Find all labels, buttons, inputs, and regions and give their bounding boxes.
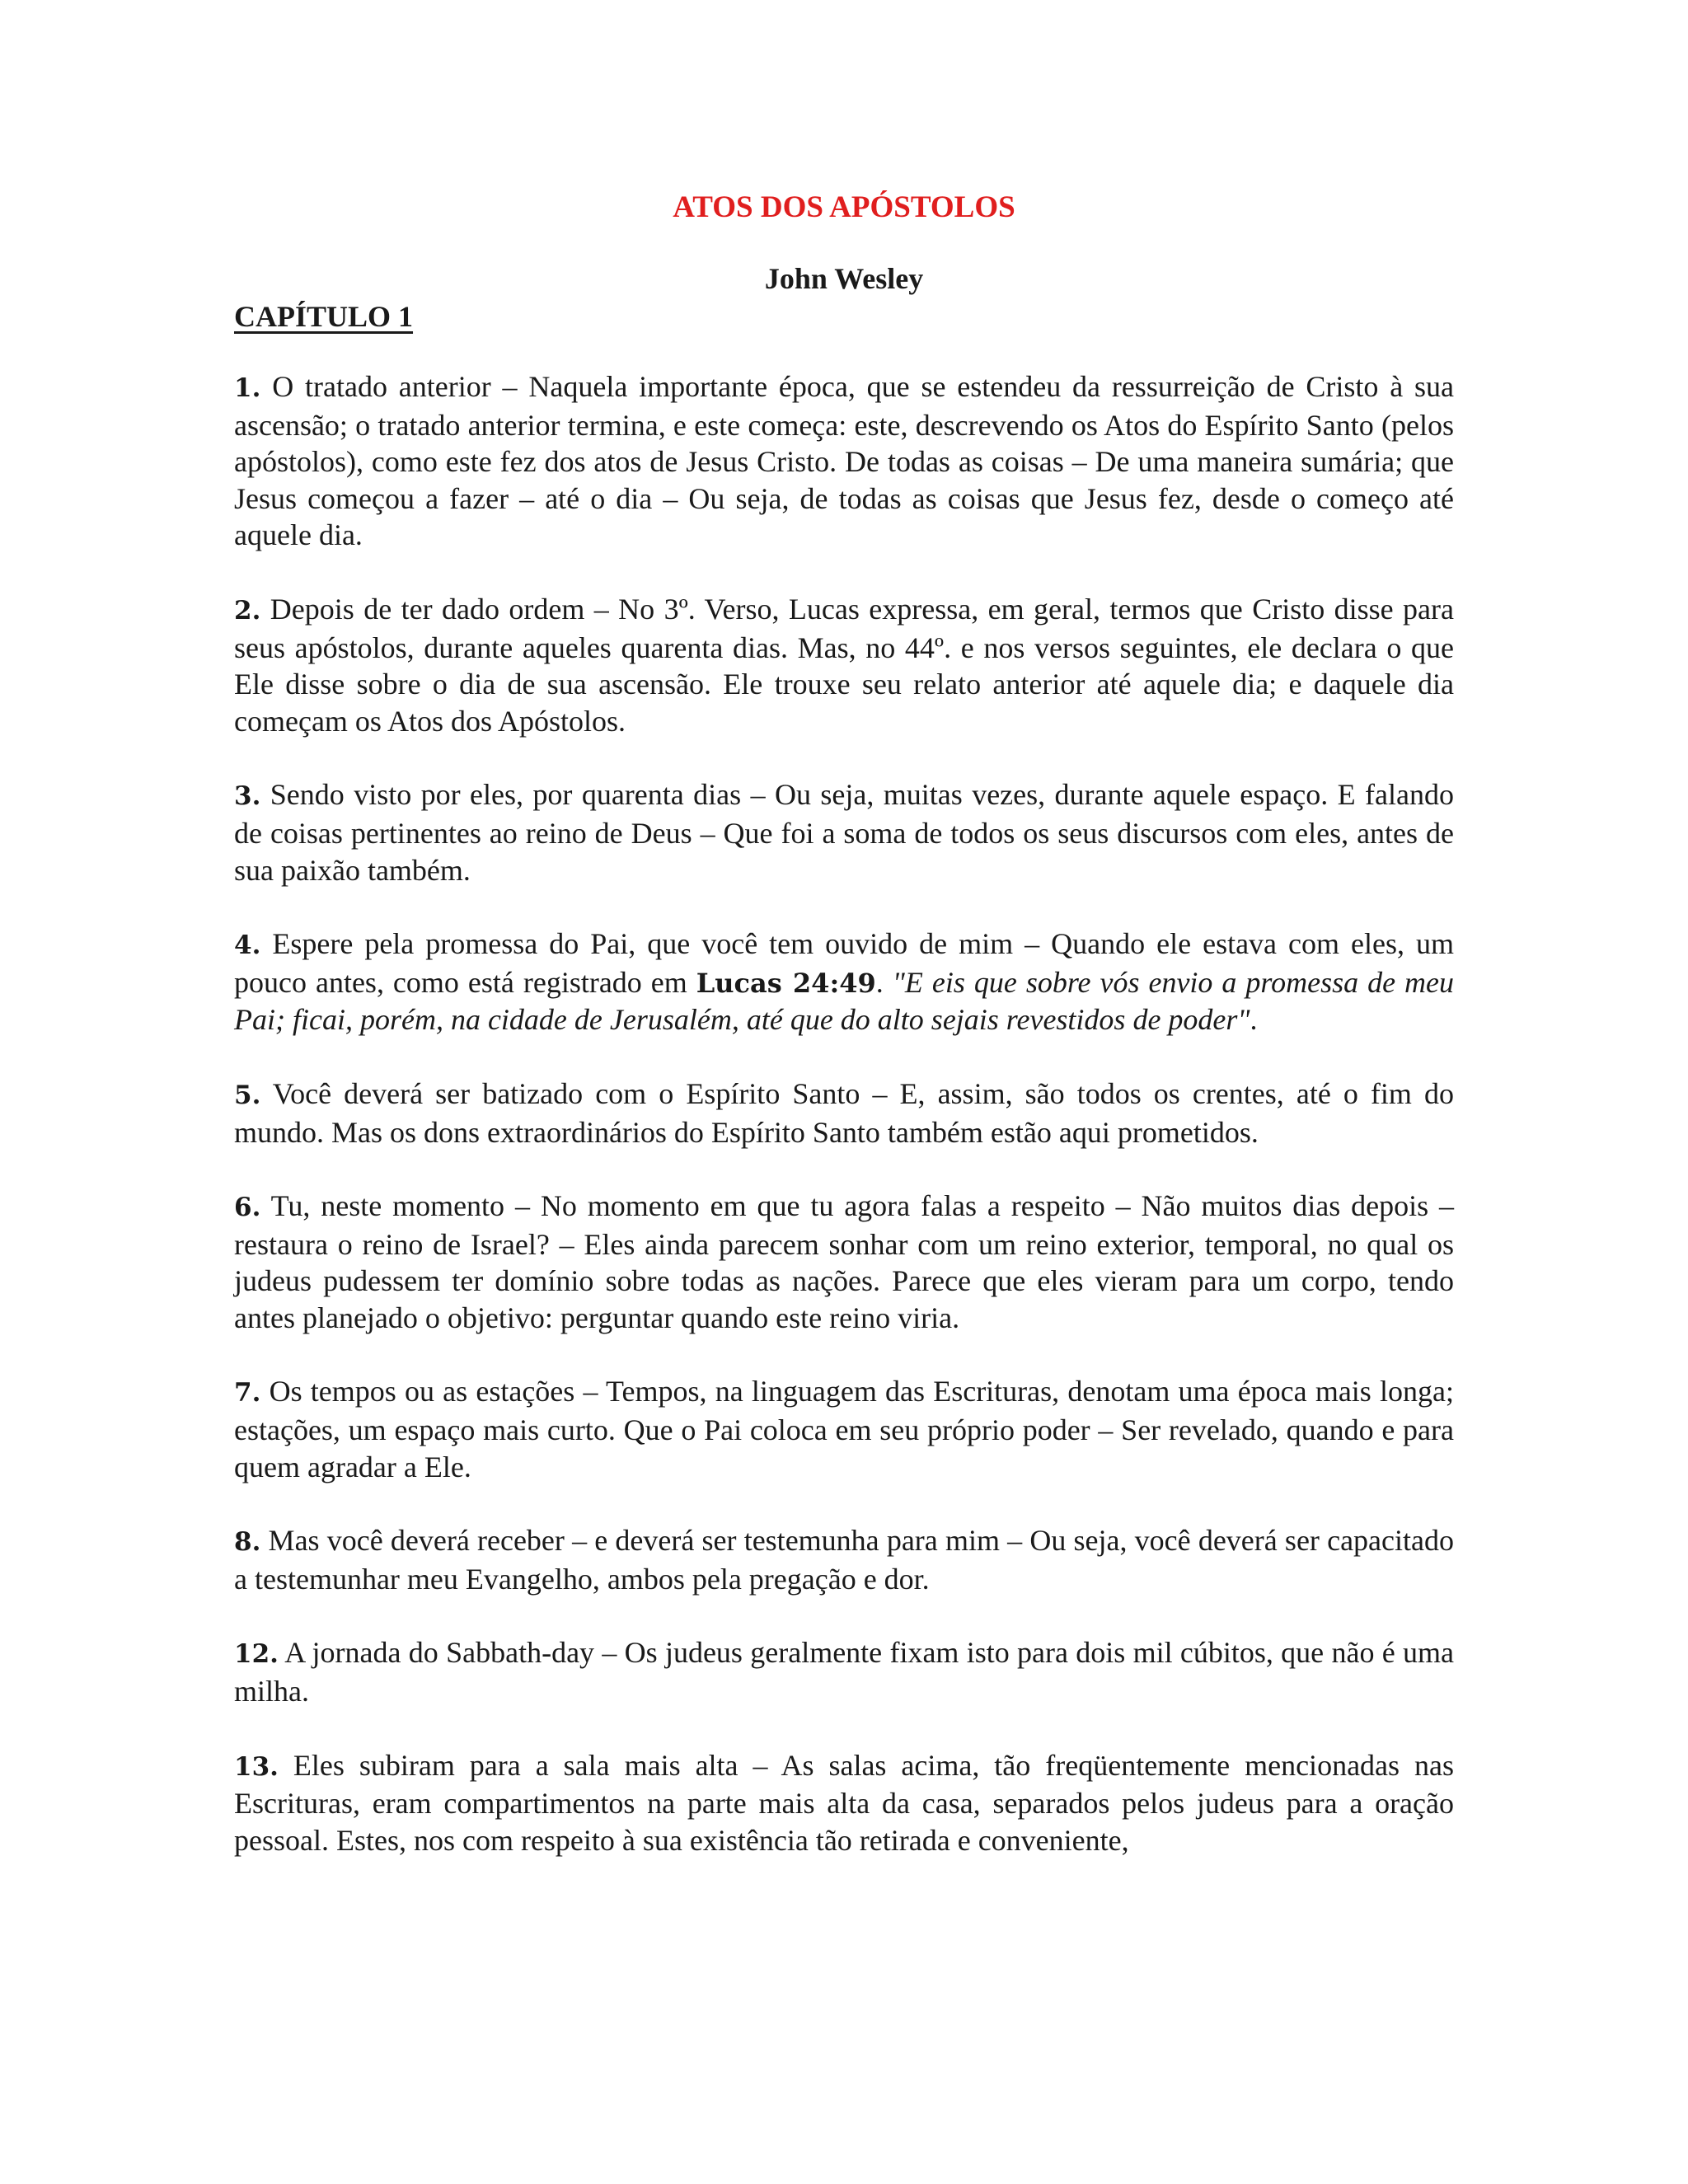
verse-5 <box>234 1076 1454 1151</box>
document-title: ATOS DOS APÓSTOLOS <box>673 190 1015 224</box>
verse-number: 12. <box>234 1639 279 1670</box>
verse-text: Eles subiram para a sala mais alta – As salas acima, tão freqüentemente mencionadas nas Escrituras, eram compartimentos na parte mais alta da casa, separados pelos judeus para a oração pessoal. Estes, nos com respeito à sua existência tão retirada e conveniente, <box>234 1748 1454 1857</box>
scripture-quote: "E eis que sobre vós envio a promessa de meu Pai; ficai, porém, na cidade de Jerusalém, até que do alto sejais revestidos de poder" <box>234 965 1455 1037</box>
verse-3 <box>234 776 1454 888</box>
verse-7 <box>234 1373 1454 1485</box>
document-header <box>234 259 1454 338</box>
verse-number: 1. <box>234 373 261 403</box>
verse-end: . <box>1250 1003 1258 1037</box>
document-page <box>234 188 1454 1896</box>
verse-number: 5. <box>234 1080 261 1110</box>
verse-text: Mas você deverá receber – e deverá ser testemunha para mim – Ou seja, você deverá ser capacitado a testemunhar meu Evangelho, ambos pela pregação e dor. <box>234 1524 1454 1596</box>
verse-number: 13. <box>234 1751 279 1782</box>
verse-text: O tratado anterior – Naquela importante época, que se estendeu da ressurreição de Cristo à sua ascensão; o tratado anterior termina, e este começa: este, descrevendo os Atos do Espírito Santo (pelos apóstolos), como este fez dos atos de Jesus Cristo. De todas as coisas – De uma maneira sumária; que Jesus começou a fazer – até o dia – Ou seja, de todas as coisas que Jesus fez, desde o começo até aquele dia. <box>234 370 1454 552</box>
verse-number: 3. <box>234 781 261 812</box>
verse-1 <box>234 368 1454 554</box>
verse-text: A jornada do Sabbath-day – Os judeus geralmente fixam isto para dois mil cúbitos, que não é uma milha. <box>234 1636 1454 1708</box>
verse-text: Sendo visto por eles, por quarenta dias – Ou seja, muitas vezes, durante aquele espaço. E falando de coisas pertinentes ao reino de Deus – Que foi a soma de todos os seus discursos com eles, antes de sua paixão também. <box>234 778 1454 887</box>
verse-text: Espere pela promessa do Pai, que você tem ouvido de mim – Quando ele estava com eles, um pouco antes, como está registrado em <box>234 927 1454 999</box>
verse-text: Tu, neste momento – No momento em que tu agora falas a respeito – Não muitos dias depois – restaura o reino de Israel? – Eles ainda parecem sonhar com um reino exterior, temporal, no qual os judeus pudessem ter domínio sobre todas as nações. Parece que eles vieram para um corpo, tendo antes planejado o objetivo: perguntar quando este reino viria. <box>234 1189 1454 1334</box>
verse-text-continued: . <box>875 965 893 999</box>
author-name: John Wesley <box>764 262 924 295</box>
chapter-heading: CAPÍTULO 1 <box>234 300 414 333</box>
verse-number: 6. <box>234 1193 261 1223</box>
verse-12 <box>234 1634 1454 1709</box>
verse-number: 2. <box>234 595 261 626</box>
verse-number: 8. <box>234 1527 261 1558</box>
verse-text: Você deverá ser batizado com o Espírito Santo – E, assim, são todos os crentes, até o fim do mundo. Mas os dons extraordinários do Espírito Santo também estão aqui prometidos. <box>234 1076 1454 1149</box>
verse-number: 7. <box>234 1378 261 1408</box>
verse-8 <box>234 1522 1454 1597</box>
verse-4 <box>234 926 1454 1038</box>
verse-number: 4. <box>234 930 261 961</box>
scripture-reference: Lucas 24:49 <box>696 967 876 999</box>
verse-text: Os tempos ou as estações – Tempos, na linguagem das Escrituras, denotam uma época mais longa; estações, um espaço mais curto. Que o Pai coloca em seu próprio poder – Ser revelado, quando e para quem agradar a Ele. <box>234 1375 1454 1483</box>
verse-text: Depois de ter dado ordem – No 3º. Verso, Lucas expressa, em geral, termos que Cristo disse para seus apóstolos, durante aqueles quarenta dias. Mas, no 44º. e nos versos seguintes, ele declara o que Ele disse sobre o dia de sua ascensão. Ele trouxe seu relato anterior até aquele dia; e daquele dia começam os Atos dos Apóstolos. <box>234 592 1454 738</box>
verse-2 <box>234 591 1454 739</box>
verse-6 <box>234 1188 1454 1336</box>
verse-list <box>234 368 1454 1858</box>
verse-13 <box>234 1747 1454 1859</box>
